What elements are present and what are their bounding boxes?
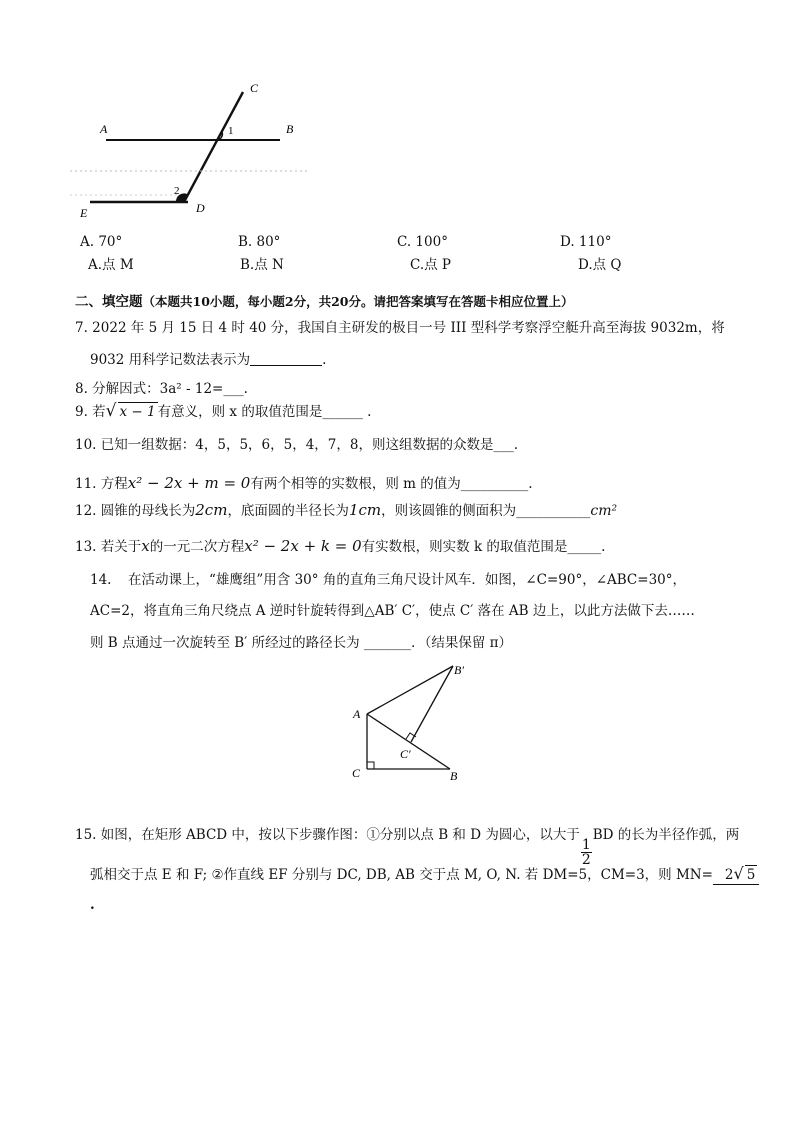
option-d-point: D.点 Q [578, 257, 622, 273]
question-14-line-1: 在活动课上，“雄鹰组”用含 30° 角的直角三角尺设计风车．如图，∠C=90°，∠ABC=30°， [128, 572, 686, 588]
label-angle-1: 1 [228, 125, 234, 137]
q13-suffix: 有实数根，则实数 k 的取值范围是_____. [361, 539, 606, 555]
section-note: （本题共10小题，每小题2分，共20分。请把答案填写在答题卡相应位置上） [142, 294, 574, 309]
q12-suffix: ，则该圆锥的侧面积为___________ [381, 503, 591, 519]
q15-text-1: 15. 如图，在矩形 ABCD 中，按以下步骤作图：①分别以点 B 和 D 为圆心，以大于 [75, 827, 580, 843]
option-a-angle: A. 70° [80, 234, 123, 250]
question-13 [75, 537, 605, 556]
q9-prefix: 9. 若 [75, 404, 106, 420]
question-7-line-2 [90, 351, 326, 369]
answer-coefficient: 2 [724, 867, 734, 883]
question-15-line-3: . [90, 897, 95, 913]
question-15-line-1 [75, 826, 739, 867]
figure-triangle-rotation [340, 658, 480, 788]
label-e: E [80, 206, 88, 220]
fraction-one-half [581, 838, 592, 867]
q12-unit: cm² [590, 503, 618, 519]
question-9 [75, 402, 371, 421]
q13-var: x [141, 537, 150, 555]
option-b-angle: B. 80° [238, 234, 281, 250]
line-cd [184, 92, 243, 202]
question-14-line-2: AC=2，将直角三角尺绕点 A 逆时针旋转得到△AB′ C′，使点 C′ 落在 AB 边上，以此方法做下去…… [90, 603, 695, 619]
question-10: 10. 已知一组数据：4，5，5，6，5，4，7，8，则这组数据的众数是___. [75, 437, 519, 453]
label-c-prime: C′ [400, 747, 411, 761]
question-12 [75, 501, 617, 520]
q13-prefix: 13. 若关于 [75, 539, 142, 555]
label-a: A [100, 122, 108, 136]
q15-text-3: 弧相交于点 E 和 F; ②作直线 EF 分别与 DC, DB, AB 交于点 M, O, N. 若 DM=5，CM=3，则 MN= [90, 867, 713, 883]
label-b-prime: B′ [454, 663, 464, 677]
figure-parallel-lines [60, 78, 320, 228]
sqrt-sign-icon: √ [733, 864, 744, 883]
q11-equation: x² − 2x + m = 0 [127, 474, 251, 492]
question-14-number: 14. [90, 572, 112, 588]
fraction-numerator: 1 [581, 837, 591, 853]
option-c-angle: C. 100° [397, 234, 448, 250]
q15-answer [713, 865, 759, 885]
question-15-line-2 [90, 865, 759, 885]
q12-prefix: 12. 圆锥的母线长为 [75, 503, 196, 519]
option-d-angle: D. 110° [560, 234, 612, 250]
answer-radicand: 5 [746, 867, 756, 883]
q12-radius: 1cm [348, 501, 382, 519]
sqrt-sign-icon: √ [105, 401, 117, 421]
q12-length: 2cm [195, 501, 228, 519]
section-title: 二、填空题 [75, 294, 143, 310]
q13-mid: 的一元二次方程 [149, 539, 245, 555]
label-c: C [352, 766, 361, 780]
option-a-point: A.点 M [88, 257, 134, 273]
q12-mid: ，底面圆的半径长为 [227, 503, 349, 519]
question-14-line-3: 则 B 点通过一次旋转至 B′ 所经过的路径长为 _______．（结果保留 π） [90, 635, 513, 651]
q11-suffix: 有两个相等的实数根，则 m 的值为__________. [250, 476, 533, 492]
option-c-point: C.点 P [410, 257, 452, 273]
q9-radicand: x − 1 [119, 404, 156, 420]
q7-period: . [322, 352, 327, 368]
q11-prefix: 11. 方程 [75, 476, 128, 492]
right-angle-c-prime [406, 733, 416, 739]
q13-equation: x² − 2x + k = 0 [244, 537, 362, 555]
fraction-denominator: 2 [581, 852, 591, 868]
option-b-point: B.点 N [240, 257, 284, 273]
right-angle-c [367, 762, 374, 769]
q7-text: 9032 用科学记数法表示为 [90, 352, 251, 368]
question-7-line-1: 7. 2022 年 5 月 15 日 4 时 40 分，我国自主研发的极目一号 III 型科学考察浮空艇升高至海拔 9032m，将 [75, 320, 725, 336]
label-b: B [286, 122, 294, 136]
q7-answer-blank [250, 351, 322, 366]
q9-suffix: 有意义，则 x 的取值范围是______ . [157, 404, 372, 420]
label-c: C [250, 81, 259, 95]
question-11 [75, 474, 533, 493]
label-a: A [353, 707, 361, 721]
q15-text-2: BD 的长为半径作弧，两 [592, 827, 740, 843]
section-heading [75, 293, 574, 311]
label-b: B [450, 769, 458, 783]
question-8: 8. 分解因式：3a² - 12=___. [75, 381, 248, 397]
label-angle-2: 2 [174, 185, 180, 197]
label-d: D [196, 201, 205, 215]
